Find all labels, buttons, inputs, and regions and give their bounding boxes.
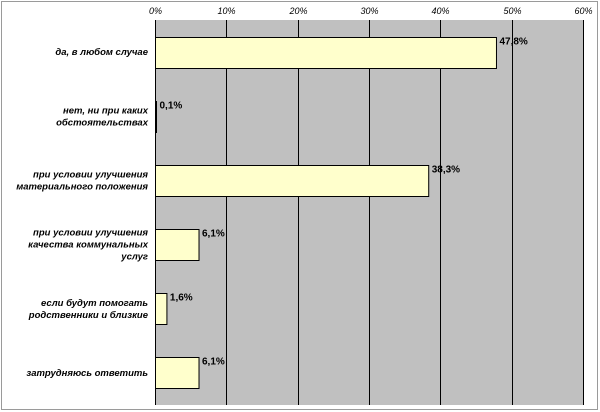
bar — [156, 38, 497, 69]
data-label: 38,3% — [431, 164, 461, 176]
bar — [156, 358, 200, 389]
category-label: да, в любом случае — [55, 47, 148, 59]
x-tick-label: 40% — [431, 6, 450, 16]
data-label: 0,1% — [159, 100, 183, 112]
category-label: затрудняюсь ответить — [26, 367, 148, 379]
x-axis-ticks — [149, 6, 593, 16]
category-label: при условии улучшения качества коммунальных услуг — [28, 227, 148, 263]
x-tick-label: 30% — [360, 6, 379, 16]
bar — [156, 102, 157, 133]
x-tick-label: 10% — [217, 6, 236, 16]
x-tick-label: 50% — [503, 6, 522, 16]
bar — [156, 294, 167, 325]
x-tick-label: 0% — [148, 6, 163, 16]
category-label: нет, ни при каких обстоятельствах — [56, 105, 148, 129]
bar — [156, 230, 200, 261]
category-labels — [16, 47, 148, 379]
data-label: 6,1% — [202, 356, 225, 368]
x-tick-label: 20% — [289, 6, 308, 16]
bar — [156, 166, 429, 197]
category-label: если будут помогать родственники и близкие — [28, 297, 148, 321]
x-tick-label: 60% — [574, 6, 593, 16]
data-label: 47,8% — [499, 36, 528, 48]
data-label: 1,6% — [169, 292, 193, 304]
data-label: 6,1% — [202, 228, 225, 240]
category-label: при условии улучшения материального положения — [16, 169, 148, 193]
